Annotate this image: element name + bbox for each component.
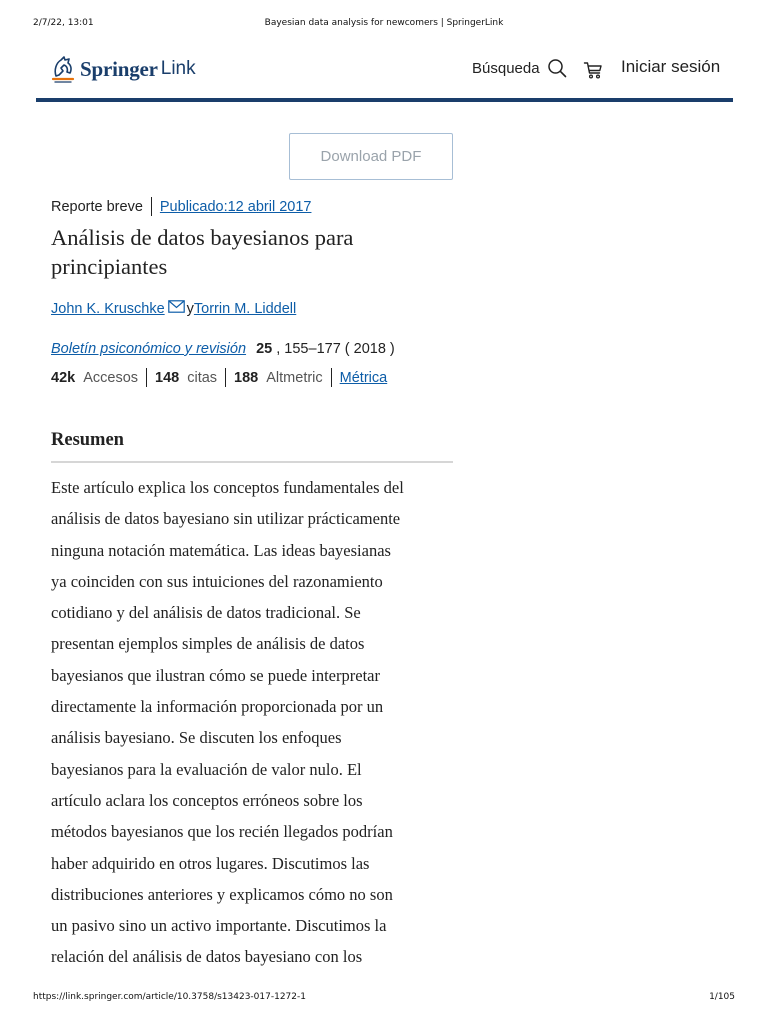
abstract-line: bayesianos para la evaluación de valor nulo. El <box>51 759 362 779</box>
search-label: Búsqueda <box>472 59 540 77</box>
abstract-line: presentan ejemplos simples de análisis de datos <box>51 634 365 654</box>
abstract-line: ninguna notación matemática. Las ideas bayesianas <box>51 540 391 560</box>
author-link[interactable]: John K. Kruschke <box>51 300 165 317</box>
citations-label: citas <box>187 369 218 386</box>
article-metrics <box>51 368 387 387</box>
abstract-line: bayesianos que ilustran cómo se puede interpretar <box>51 665 380 685</box>
divider <box>146 368 147 387</box>
print-url: https://link.springer.com/article/10.3758/s13423-017-1272-1 <box>33 992 306 1002</box>
abstract-line: haber adquirido en otros lugares. Discutimos las <box>51 853 370 873</box>
metrics-link[interactable]: Métrica <box>339 369 388 386</box>
abstract-line: distribuciones anteriores y explicamos cómo no son <box>51 884 393 904</box>
abstract-line: artículo aclara los conceptos erróneos sobre los <box>51 790 363 810</box>
abstract-line: análisis de datos bayesiano sin utilizar prácticamente <box>51 509 401 529</box>
article-title: Análisis de datos bayesianos para principiantes <box>51 225 354 279</box>
altmetric-count: 188 <box>234 369 259 386</box>
author-conjunction: y <box>186 300 194 317</box>
download-pdf-button[interactable]: Download PDF <box>289 133 453 180</box>
logo-link-text: Link <box>160 58 196 79</box>
journal-link[interactable]: Boletín psiconómico y revisión <box>51 341 247 357</box>
author-link[interactable]: Torrin M. Liddell <box>193 300 297 317</box>
search-icon <box>547 58 567 78</box>
abstract-line: ya coinciden con sus intuiciones del razonamiento <box>51 571 383 591</box>
login-link[interactable]: Iniciar sesión <box>621 57 721 76</box>
divider <box>225 368 226 387</box>
abstract-line: análisis bayesiano. Se discuten los enfoques <box>51 728 342 748</box>
springer-horse-icon <box>50 54 76 84</box>
abstract-line: un pasivo sino un activo importante. Discutimos la <box>51 916 387 936</box>
abstract-line: Este artículo explica los conceptos fundamentales del <box>51 478 404 497</box>
springerlink-logo[interactable] <box>50 54 196 84</box>
logo-springer-text: Springer <box>80 56 158 81</box>
citation-line <box>51 341 395 357</box>
abstract-line: cotidiano y del análisis de datos tradicional. Se <box>51 603 361 623</box>
header-divider <box>36 98 733 102</box>
abstract-line: relación del análisis de datos bayesiano con los <box>51 947 363 967</box>
citations-count: 148 <box>155 369 180 386</box>
journal-volume: 25 <box>256 341 273 357</box>
article-type: Reporte breve <box>51 198 143 215</box>
published-date-link[interactable]: Publicado:12 abril 2017 <box>159 198 312 215</box>
abstract-heading: Resumen <box>51 430 124 450</box>
abstract-text <box>51 472 453 973</box>
print-footer <box>0 992 768 1006</box>
print-page-title: Bayesian data analysis for newcomers | SpringerLink <box>264 18 504 28</box>
print-datetime: 2/7/22, 13:01 <box>33 18 94 28</box>
altmetric-label: Altmetric <box>266 369 323 386</box>
article-meta <box>51 197 311 216</box>
print-header <box>0 18 768 32</box>
divider <box>151 197 152 216</box>
email-icon[interactable] <box>168 300 185 313</box>
site-header <box>36 48 733 102</box>
divider <box>331 368 332 387</box>
print-page-number: 1/105 <box>709 992 735 1002</box>
accesses-count: 42k <box>51 369 76 386</box>
author-list <box>51 300 296 317</box>
search-button[interactable] <box>472 58 567 78</box>
cart-icon[interactable] <box>583 60 603 80</box>
abstract-divider <box>51 461 453 463</box>
journal-pages: , 155–177 ( 2018 ) <box>276 341 395 357</box>
abstract-line: métodos bayesianos que los recién llegados podrían <box>51 822 393 842</box>
abstract-line: directamente la información proporcionada por un <box>51 697 384 717</box>
accesses-label: Accesos <box>83 369 139 386</box>
